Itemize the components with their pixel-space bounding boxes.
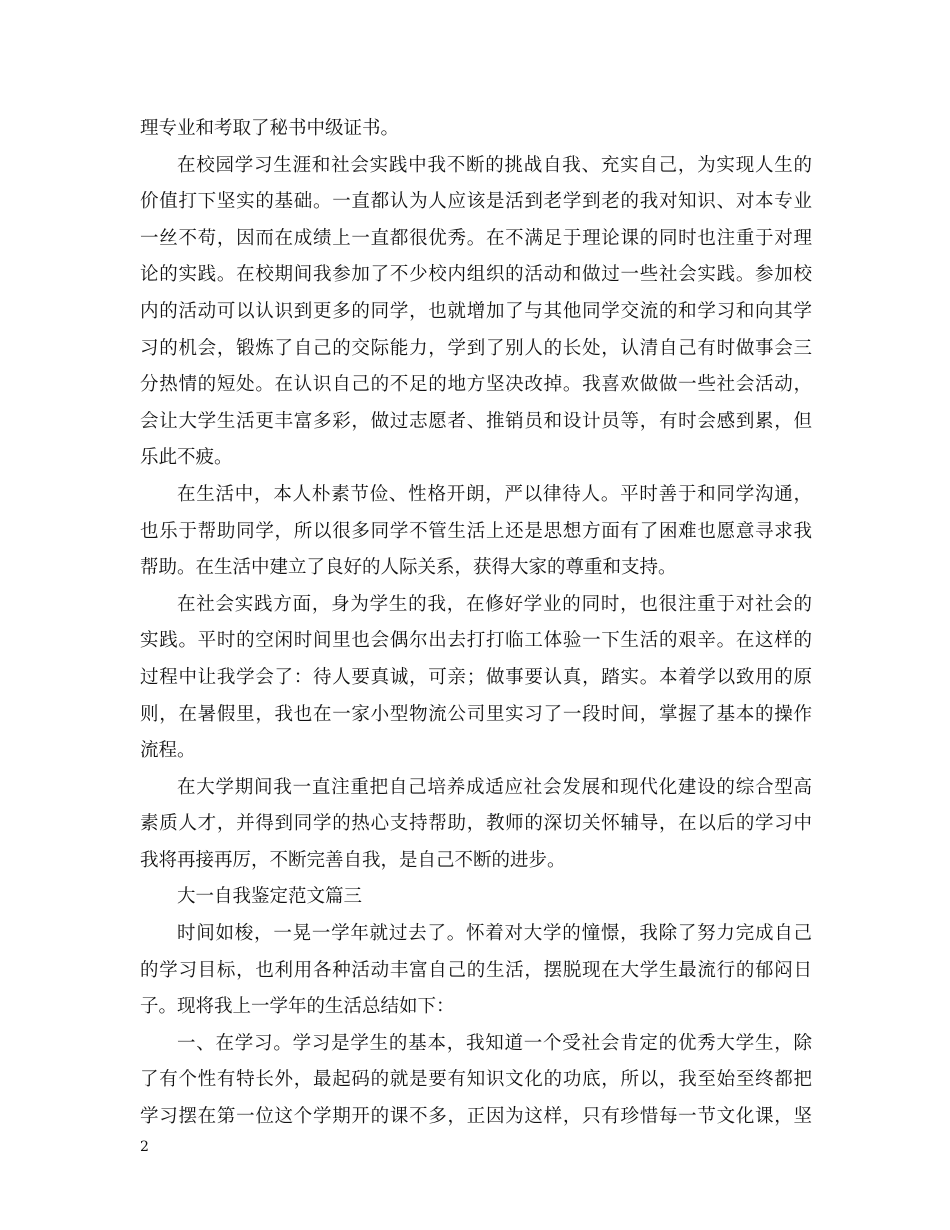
- text-line: 素质人才，并得到同学的热心支持帮助，教师的深切关怀辅导，在以后的学习中: [140, 813, 812, 835]
- text-line: 乐此不疲。: [140, 447, 233, 469]
- text-line: 论的实践。在校期间我参加了不少校内组织的活动和做过一些社会实践。参加校: [140, 264, 812, 286]
- text-line: 一、在学习。学习是学生的基本，我知道一个受社会肯定的优秀大学生，除: [177, 1032, 812, 1054]
- text-line: 在大学期间我一直注重把自己培养成适应社会发展和现代化建设的综合型高: [177, 776, 812, 798]
- text-line: 的学习目标，也利用各种活动丰富自己的生活，摆脱现在大学生最流行的郁闷日: [140, 959, 812, 981]
- text-line: 帮助。在生活中建立了良好的人际关系，获得大家的尊重和支持。: [140, 557, 677, 579]
- text-line: 大一自我鉴定范文篇三: [177, 886, 363, 908]
- text-line: 流程。: [140, 740, 196, 762]
- text-line: 理专业和考取了秘书中级证书。: [140, 118, 400, 139]
- text-line: 分热情的短处。在认识自己的不足的地方坚决改掉。我喜欢做做一些社会活动，: [140, 374, 812, 396]
- text-line: 价值打下坚实的基础。一直都认为人应该是活到老学到老的我对知识、对本专业: [140, 191, 812, 213]
- text-line: 在校园学习生涯和社会实践中我不断的挑战自我、充实自己，为实现人生的: [177, 154, 812, 176]
- text-line: 内的活动可以认识到更多的同学，也就增加了与其他同学交流的和学习和向其学: [140, 300, 812, 322]
- document-body: [140, 111, 812, 1136]
- text-line: 在生活中，本人朴素节俭、性格开朗，严以律待人。平时善于和同学沟通，: [177, 483, 812, 505]
- text-line: 了有个性有特长外，最起码的就是要有知识文化的功底，所以，我至始至终都把: [140, 1069, 812, 1091]
- text-line: 时间如梭，一晃一学年就过去了。怀着对大学的憧憬，我除了努力完成自己: [177, 923, 812, 945]
- text-line: 学习摆在第一位这个学期开的课不多，正因为这样，只有珍惜每一节文化课，坚: [140, 1106, 812, 1128]
- text-line: 实践。平时的空闲时间里也会偶尔出去打打临工体验一下生活的艰辛。在这样的: [140, 630, 812, 652]
- page-number: 2: [140, 1139, 149, 1155]
- text-line: 子。现将我上一学年的生活总结如下：: [140, 996, 455, 1018]
- text-line: 也乐于帮助同学，所以很多同学不管生活上还是思想方面有了困难也愿意寻求我: [140, 520, 812, 542]
- text-line: 在社会实践方面，身为学生的我，在修好学业的同时，也很注重于对社会的: [177, 593, 812, 615]
- text-line: 会让大学生活更丰富多彩，做过志愿者、推销员和设计员等，有时会感到累，但: [140, 410, 812, 432]
- text-line: 过程中让我学会了：待人要真诚，可亲；做事要认真，踏实。本着学以致用的原: [140, 666, 812, 688]
- text-line: 习的机会，锻炼了自己的交际能力，学到了别人的长处，认清自己有时做事会三: [140, 337, 812, 359]
- text-line: 一丝不苟，因而在成绩上一直都很优秀。在不满足于理论课的同时也注重于对理: [140, 227, 812, 249]
- text-line: 我将再接再厉，不断完善自我，是自己不断的进步。: [140, 849, 566, 871]
- text-line: 则，在暑假里，我也在一家小型物流公司里实习了一段时间，掌握了基本的操作: [140, 703, 812, 725]
